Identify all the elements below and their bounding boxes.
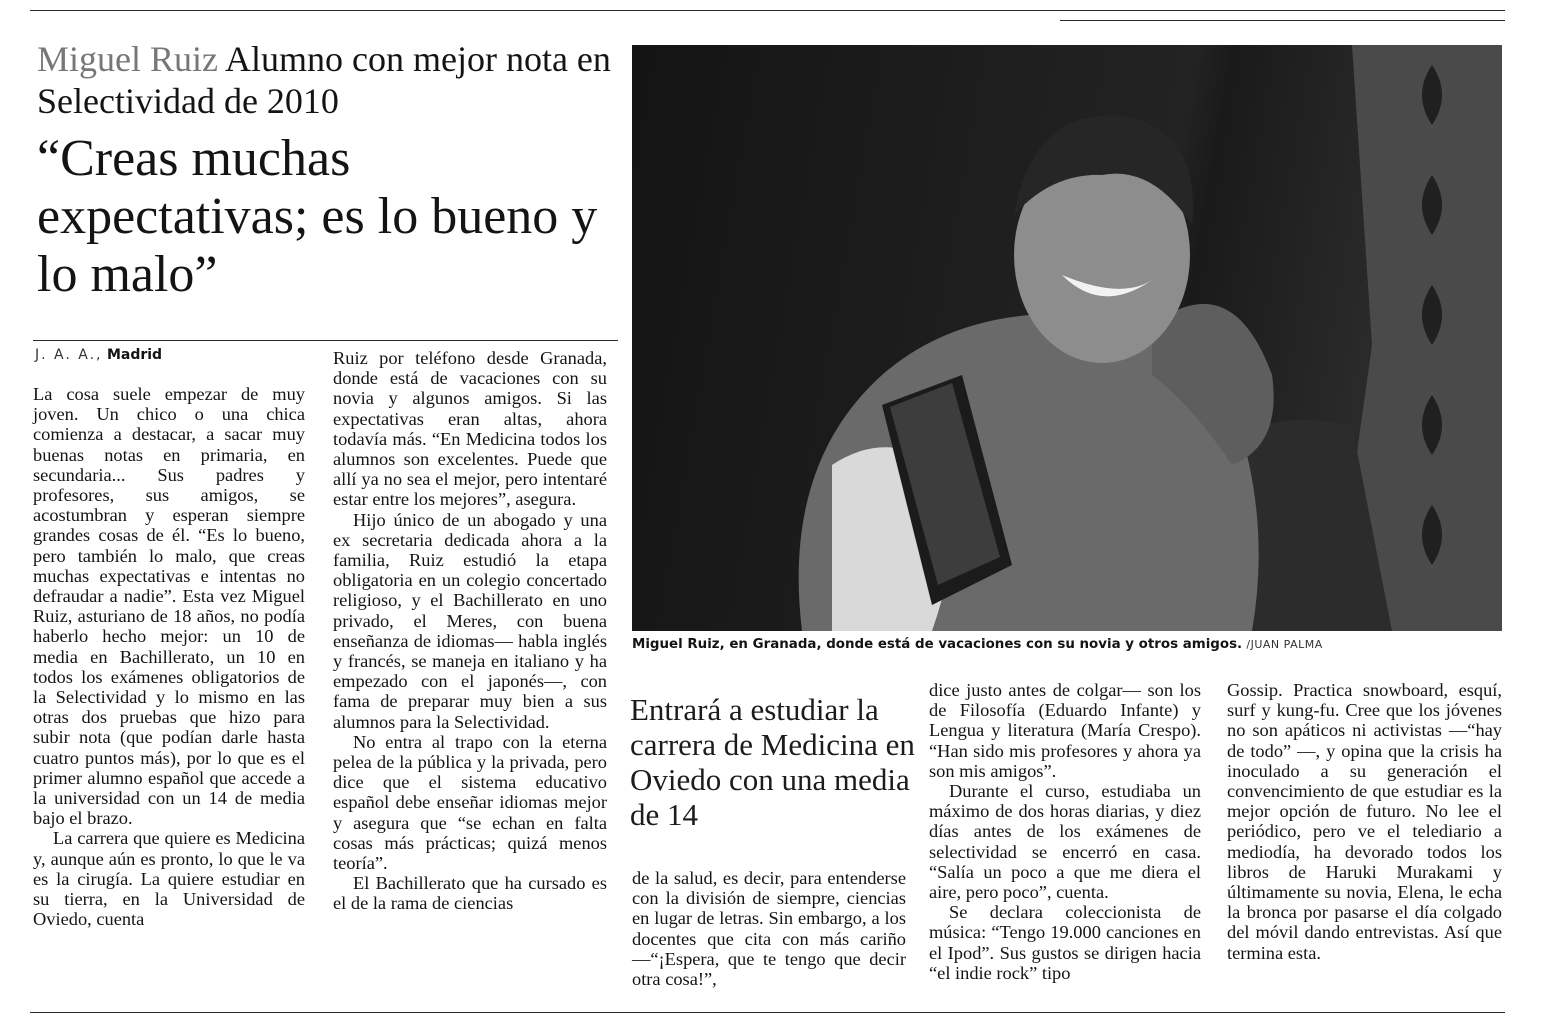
paragraph: No entra al trapo con la eterna pelea de la pública y la privada, pero dice que el sistema educativo español debe enseñar idiomas mejor y asegura que “se echan en falta cosas más prácticas; quizá menos teoría”. [333, 731, 607, 874]
byline-author: J. A. A., [35, 347, 103, 363]
paragraph: La carrera que quiere es Medicina y, aunque aún es pronto, lo que le va es la cirugía. La quiere estudiar en su tierra, en la Universidad de Oviedo, cuenta [33, 828, 305, 930]
article-column-4 [929, 680, 1201, 1004]
paragraph: de la salud, es decir, para entenderse con la división de siempre, ciencias en lugar de letras. Sin embargo, a los docentes que cita con más cariño —“¡Espera, que te tengo que decir otra cosa!”, [632, 868, 906, 990]
article-column-5 [1227, 680, 1502, 1004]
paragraph: Gossip. Practica snowboard, esquí, surf y kung-fu. Cree que los jóvenes no son apáticos ni activistas —“hay de todo” —, y opina que la crisis ha inoculado a su generación el convencimiento de que estudiar es la mejor opción de futuro. No lee el periódico, pero ve el telediario a mediodía, ha devorado todos los libros de Haruki Murakami y últimamente su novia, Elena, le echa la bronca por pasarse el día colgado del móvil dando entrevistas. Así que termina esta. [1227, 680, 1502, 963]
kicker-name: Miguel Ruiz [37, 39, 218, 79]
caption-text: Miguel Ruiz, en Granada, donde está de vacaciones con su novia y otros amigos. [632, 637, 1243, 652]
paragraph: Durante el curso, estudiaba un máximo de dos horas diarias, y diez días antes de los exámenes de selectividad se encerró en casa. “Salía un poco a que me diera el aire, pero poco”, cuenta. [929, 781, 1201, 903]
article-column-1 [33, 384, 305, 1004]
paragraph: La cosa suele empezar de muy joven. Un chico o una chica comienza a destacar, a sacar muy buenas notas en primaria, en secundaria... Sus padres y profesores, sus amigos, se acostumbran y esperan siempre grandes cosas de él. “Es lo bueno, pero también lo malo, que creas muchas expectativas e intentas no defraudar a nadie”. Esta vez Miguel Ruiz, asturiano de 18 años, no podía haberlo hecho mejor: un 10 de media en Bachillerato, un 10 en todos los exámenes obligatorios de la Selectividad y lo mismo en las otras dos pruebas que hizo para subir nota (que podían darle hasta cuatro puntos más), por lo que es el primer alumno español que accede a la universidad con un 14 de media bajo el brazo. [33, 384, 305, 829]
kicker [37, 38, 617, 122]
right-top-rule [1060, 20, 1505, 21]
paragraph: Se declara coleccionista de música: “Tengo 19.000 canciones en el Ipod”. Sus gustos se dirigen hacia “el indie rock” tipo [929, 902, 1201, 983]
kicker-text: Alumno con mejor nota en Selectividad de 2010 [37, 39, 611, 121]
bottom-rule [30, 1012, 1505, 1013]
pull-quote: Entrará a estudiar la carrera de Medicina en Oviedo con una media de 14 [630, 692, 915, 832]
paragraph: El Bachillerato que ha cursado es el de la rama de ciencias [333, 873, 607, 914]
photo-credit: /JUAN PALMA [1246, 638, 1323, 651]
byline-city: Madrid [106, 347, 163, 363]
byline-rule [33, 340, 618, 341]
byline [35, 347, 162, 363]
paragraph: Hijo único de un abogado y una ex secretaria dedicada ahora a la familia, Ruiz estudió la etapa obligatoria en un colegio concertado religioso, y el Bachillerato en uno privado, el Meres, con buena enseñanza de idiomas— habla inglés y francés, se maneja en italiano y ha empezado con el japonés—, con fama de preparar muy bien a sus alumnos para la Selectividad. [333, 509, 607, 732]
article-column-2 [333, 348, 607, 1004]
photo-caption [632, 636, 1502, 654]
article-photo [632, 45, 1502, 631]
headline: “Creas muchas expectativas; es lo bueno y lo malo” [37, 130, 598, 303]
top-rule [30, 10, 1505, 11]
article-column-3 [632, 868, 906, 1004]
paragraph: Ruiz por teléfono desde Granada, donde está de vacaciones con su novia y algunos amigos. Si las expectativas eran altas, ahora todavía más. “En Medicina todos los alumnos son excelentes. Puede que allí ya no sea el mejor, pero intentaré estar entre los mejores”, asegura. [333, 348, 607, 510]
portrait-illustration [632, 45, 1502, 631]
paragraph: dice justo antes de colgar— son los de Filosofía (Eduardo Infante) y Lengua y literatura (María Crespo). “Han sido mis profesores y ahora ya son mis amigos”. [929, 680, 1201, 781]
